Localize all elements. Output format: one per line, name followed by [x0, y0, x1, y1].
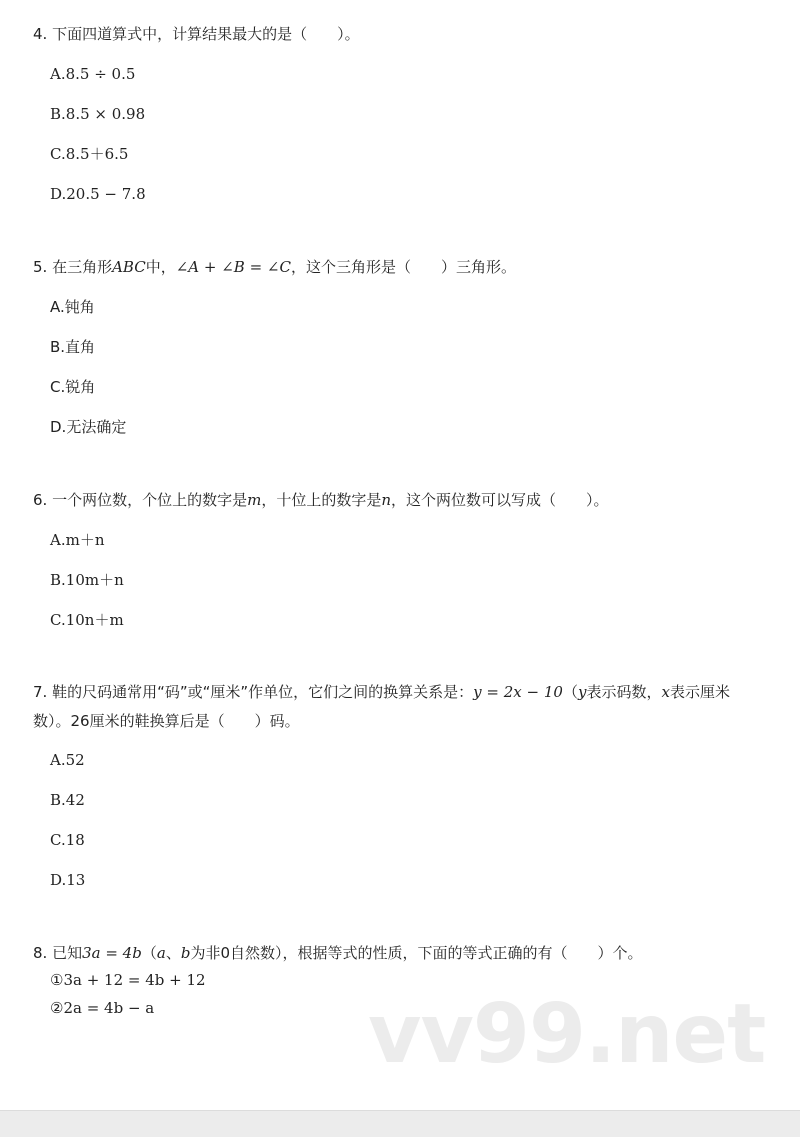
question-4-stem: 4. 下面四道算式中，计算结果最大的是（ ）。 [33, 25, 360, 43]
question-8-stem-text-b: （ [141, 944, 157, 962]
question-7-var-y: y [577, 683, 587, 701]
question-7-var-x: x [661, 683, 670, 701]
question-5-stem-text-c: ，这个三角形是（ ）三角形。 [290, 258, 516, 276]
question-5-option-d: D.无法确定 [50, 418, 127, 436]
question-7-option-d: D.13 [50, 871, 86, 889]
question-7-option-a: A.52 [50, 751, 85, 769]
question-8-var-b: b [180, 944, 191, 962]
question-6-option-b: B.10m＋n [50, 571, 124, 589]
question-5-option-a: A.钝角 [50, 298, 95, 316]
question-8-formula: 3a = 4b [82, 944, 142, 962]
question-6-var-m: m [247, 491, 262, 509]
question-7-stem-text-d: 表示厘米数）。26厘米的鞋换算后是（ ）码。 [33, 683, 730, 730]
question-6-option-a: A.m＋n [50, 531, 105, 549]
question-7-formula: y = 2x − 10 [473, 683, 563, 701]
question-6-stem-text-b: ，十位上的数字是 [261, 491, 382, 509]
question-4-option-a: A.8.5 ÷ 0.5 [50, 65, 136, 83]
question-7-option-c: C.18 [50, 831, 85, 849]
question-4-option-b: B.8.5 × 0.98 [50, 105, 146, 123]
question-8-stem-text-a: 8. 已知 [33, 944, 83, 962]
page-bottom-bar [0, 1110, 800, 1137]
question-8-stem-text-d: 为非0自然数），根据等式的性质，下面的等式正确的有（ ）个。 [190, 944, 643, 962]
question-8-item-2: ②2a = 4b − a [50, 999, 155, 1017]
question-6-option-c: C.10n＋m [50, 611, 124, 629]
question-8-stem-text-c: 、 [165, 944, 181, 962]
question-5-option-b: B.直角 [50, 338, 96, 356]
question-7-option-b: B.42 [50, 791, 85, 809]
question-7-stem-text-b: （ [562, 683, 578, 701]
question-6-stem [33, 489, 609, 511]
question-6-stem-text-c: ，这个两位数可以写成（ ）。 [391, 491, 609, 509]
question-5-stem [33, 256, 516, 278]
question-6-var-n: n [381, 491, 392, 509]
question-5-stem-text-a: 5. 在三角形 [33, 258, 113, 276]
question-8-var-a: a [156, 944, 166, 962]
question-8-stem [33, 942, 642, 964]
question-5-stem-text-b: 中， [145, 258, 176, 276]
question-5-option-c: C.锐角 [50, 378, 96, 396]
question-6-stem-text-a: 6. 一个两位数，个位上的数字是 [33, 491, 248, 509]
question-7-stem-text-a: 7. 鞋的尺码通常用“码”或“厘米”作单位，它们之间的换算关系是： [33, 683, 474, 701]
watermark-text: vv99.net [368, 987, 766, 1082]
question-4-option-c: C.8.5＋6.5 [50, 145, 129, 163]
question-5-triangle-name: ABC [112, 258, 146, 276]
question-8-item-1: ①3a + 12 = 4b + 12 [50, 971, 206, 989]
question-7-stem-text-c: 表示码数， [586, 683, 662, 701]
question-7-stem [33, 678, 758, 736]
question-4-option-d: D.20.5 − 7.8 [50, 185, 146, 203]
question-5-angle-equation: ∠A + ∠B = ∠C [175, 258, 291, 276]
